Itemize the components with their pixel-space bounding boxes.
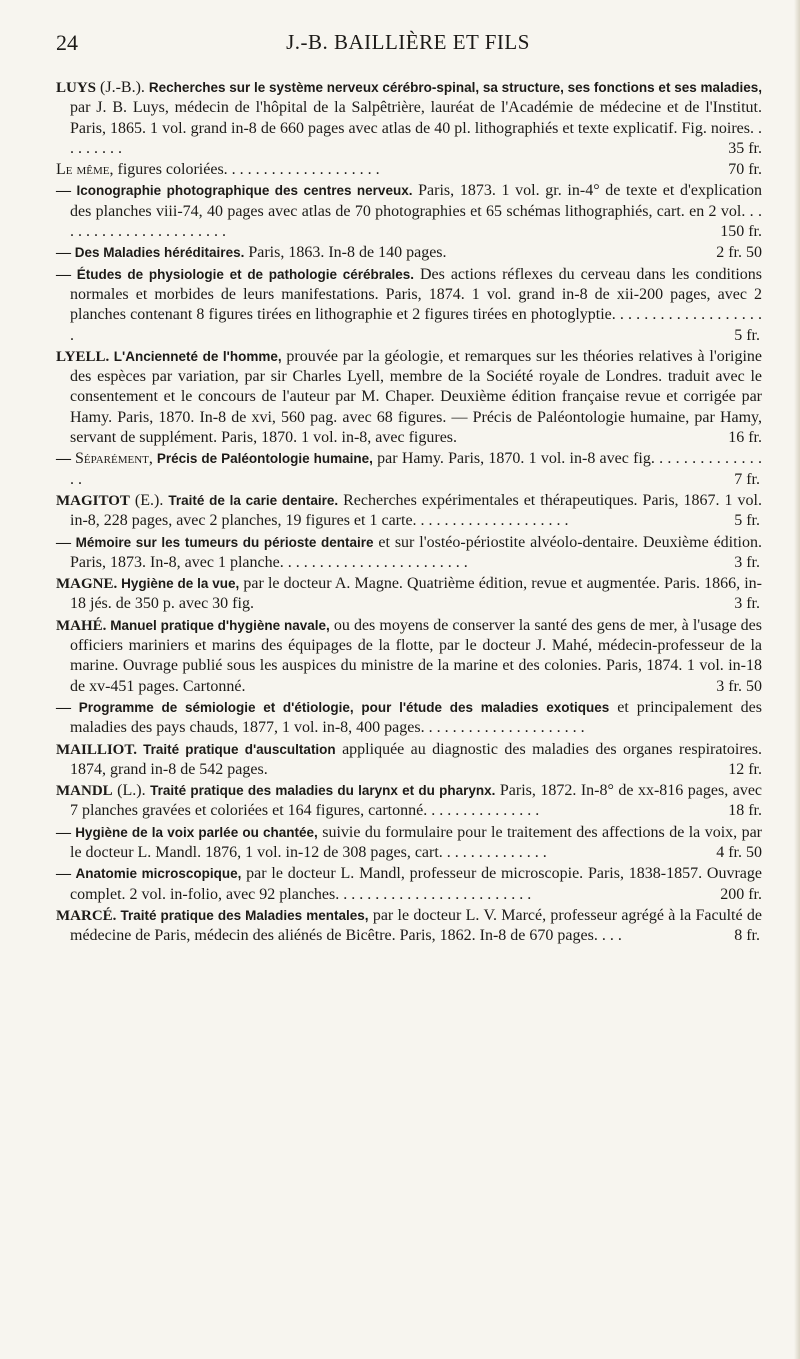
- entry-title: Des Maladies héréditaires.: [74, 245, 245, 261]
- entry-author: —: [56, 183, 77, 200]
- catalogue-entry: [56, 347, 762, 448]
- entry-price: 18 fr.: [728, 802, 762, 820]
- entry-author-detail: (J.-B.).: [96, 79, 149, 96]
- entry-author: —: [56, 451, 75, 468]
- entry-title: Mémoire sur les tumeurs du périoste dentaire: [75, 534, 374, 550]
- page-header: [56, 30, 760, 60]
- entry-title: Hygiène de la voix parlée ou chantée,: [75, 824, 318, 840]
- catalogue-entry: [56, 243, 762, 263]
- entry-title: Programme de sémiologie et d'étiologie, pour l'étude des maladies exotiques: [78, 699, 610, 715]
- entry-author: MANDL: [56, 783, 113, 800]
- entry-price: 7 fr.: [734, 470, 760, 488]
- entry-price: 3 fr.: [734, 553, 760, 571]
- entry-description: Paris, 1863. In-8 de 140 pages.: [244, 244, 447, 262]
- catalogue-entry: [56, 864, 762, 905]
- entry-author: —: [56, 699, 79, 716]
- entry-description: par le docteur L. Mandl, professeur de microscopie. Paris, 1838-1857. Ouvrage complet. 2 vol. in-folio, avec 92 planches. . . . . . . . . . . . . . . . . . . . . . . . .: [70, 865, 762, 903]
- catalogue-entry: [56, 823, 762, 864]
- entry-title: Traité de la carie dentaire.: [168, 492, 339, 508]
- entry-author-detail: Le même,: [56, 161, 114, 179]
- entry-price: 70 fr.: [728, 161, 762, 179]
- entry-author: —: [56, 824, 76, 841]
- entry-title: Iconographie photographique des centres nerveux.: [76, 183, 413, 199]
- entry-author-detail: (L.).: [112, 782, 151, 800]
- entry-description: appliquée au diagnostic des maladies des organes respiratoires. 1874, grand in-8 de 542 pages.: [70, 740, 763, 778]
- entry-title: Hygiène de la vue,: [121, 576, 240, 592]
- entry-description: par Hamy. Paris, 1870. 1 vol. in-8 avec fig. . . . . . . . . . . . . . . .: [70, 450, 763, 488]
- entry-author: —: [56, 266, 77, 283]
- entry-title: Manuel pratique d'hygiène navale,: [110, 617, 330, 633]
- entry-title: Anatomie microscopique,: [75, 866, 242, 882]
- entry-author: —: [56, 534, 76, 551]
- entry-author: MARCÉ.: [56, 907, 121, 924]
- entry-description: Paris, 1872. In-8° de xx-816 pages, avec 7 planches gravées et coloriées et 164 figures, cartonné. . . . . . . . . . . . . . .: [70, 782, 763, 820]
- entry-author: LUYS: [56, 80, 97, 96]
- entry-description: par le docteur A. Magne. Quatrième édition, revue et augmentée. Paris. 1866, in-18 jés. de 350 p. avec 30 fig.: [70, 575, 762, 613]
- entry-description: figures coloriées. . . . . . . . . . . . . . . . . . . .: [113, 161, 380, 179]
- catalogue-entry: [56, 740, 762, 781]
- page-edge-shadow: [794, 0, 800, 1359]
- entry-author: MAGNE.: [56, 576, 122, 593]
- entry-author: MAHÉ.: [56, 617, 111, 634]
- entry-description: et sur l'ostéo-périostite alvéolo-dentaire. Deuxième édition. Paris, 1873. In-8, avec 1 planche. . . . . . . . . . . . . . . . . . . . . . . .: [70, 533, 763, 571]
- entry-price: 5 fr.: [734, 326, 760, 344]
- entry-description: ou des moyens de conserver la santé des gens de mer, à l'usage des officiers mariniers et marins des équipages de la flotte, par le docteur J. Mahé, médecin-professeur de la marine. Ouvrage publié sous les auspices du ministre de la marine et des colonies. Paris, 1874. 1 vol. in-18 de xv-451 pages. Cartonné.: [70, 616, 762, 695]
- entry-price: 4 fr. 50: [716, 843, 762, 861]
- running-head: J.-B. BAILLIÈRE ET FILS: [286, 30, 530, 54]
- entry-author: —: [56, 866, 76, 883]
- entry-price: 8 fr.: [734, 927, 760, 945]
- catalogue-entry: [56, 265, 762, 346]
- page-number: 24: [56, 30, 78, 55]
- entry-price: 3 fr. 50: [716, 677, 762, 695]
- catalogue-entry: [56, 781, 762, 822]
- catalogue-entry: [56, 906, 762, 947]
- entry-title: L'Ancienneté de l'homme,: [113, 348, 282, 364]
- catalogue-entry: [56, 698, 762, 739]
- catalogue-entry: [56, 533, 762, 574]
- catalogue-entry: [56, 160, 762, 180]
- entry-price: 12 fr.: [728, 760, 762, 778]
- entry-author-detail: Séparément,: [75, 450, 153, 468]
- entry-author: —: [56, 245, 75, 262]
- catalogue-entry: [56, 78, 762, 159]
- catalogue-entry: [56, 491, 762, 532]
- entry-price: 150 fr.: [720, 223, 762, 241]
- entry-description: suivie du formulaire pour le traitement des affections de la voix, par le docteur L. Mandl. 1876, 1 vol. in-12 de 308 pages, cart. . . . . . . . . . . . . .: [70, 823, 763, 861]
- entry-author: MAGITOT: [56, 492, 130, 509]
- entry-price: 3 fr.: [734, 595, 760, 613]
- entry-price: 35 fr.: [728, 139, 762, 157]
- entry-title: Études de physiologie et de pathologie cérébrales.: [76, 266, 415, 282]
- entry-price: 5 fr.: [734, 512, 760, 530]
- entry-title: Traité pratique des maladies du larynx et du pharynx.: [150, 783, 496, 799]
- entry-author: LYELL.: [56, 348, 114, 365]
- entry-description: Recherches expérimentales et thérapeutiques. Paris, 1867. 1 vol. in-8, 228 pages, avec 2 planches, 19 figures et 1 carte. . . . . . . . . . . . . . . . . . . .: [70, 491, 762, 530]
- entry-description: Des actions réflexes du cerveau dans les conditions normales et morbides de leurs manifestations. Paris, 1874. 1 vol. grand in-8 de xii-200 pages, avec 2 planches contenant 8 figures tirées en lithographie et 2 figures tirées en photoglyptie. . . . . . . . . . . . . . . . . . . .: [70, 265, 763, 344]
- catalogue-entries: [56, 78, 762, 947]
- catalogue-entry: [56, 574, 762, 615]
- entry-price: 2 fr. 50: [716, 244, 762, 262]
- entry-description: et principalement des maladies des pays chauds, 1877, 1 vol. in-8, 400 pages. . . . . . . . . . . . . . . . . . . . .: [70, 698, 763, 737]
- entry-author-detail: (E.).: [129, 491, 169, 509]
- entry-description: Paris, 1873. 1 vol. gr. in-4° de texte et d'explication des planches viii-74, 40 pages avec atlas de 70 photographies et 65 schémas lithographiés, cart. en 2 vol. . . . . . . . . . . . . . . . . . . . . . .: [70, 182, 763, 241]
- entry-title: Recherches sur le système nerveux cérébro-spinal, sa structure, ses fonctions et ses maladies,: [148, 80, 763, 95]
- catalogue-entry: [56, 449, 762, 490]
- entry-description: par J. B. Luys, médecin de l'hôpital de la Salpêtrière, lauréat de l'Académie de médecine et de l'Institut. Paris, 1865. 1 vol. grand in-8 de 660 pages avec atlas de 40 pl. lithographiés et texte explicatif. Fig. noires. . . . . . . . .: [70, 99, 762, 157]
- entry-title: Traité pratique des Maladies mentales,: [120, 907, 369, 923]
- entry-price: 200 fr.: [720, 885, 762, 903]
- catalogue-entry: [56, 616, 762, 697]
- entry-author: MAILLIOT.: [56, 741, 144, 758]
- entry-description: par le docteur L. V. Marcé, professeur agrégé à la Faculté de médecine de Paris, médecin des aliénés de Bicêtre. Paris, 1862. In-8 de 670 pages. . . .: [70, 906, 763, 945]
- entry-title: Précis de Paléontologie humaine,: [152, 451, 373, 467]
- catalogue-entry: [56, 181, 762, 242]
- entry-title: Traité pratique d'auscultation: [143, 741, 336, 757]
- entry-description: prouvée par la géologie, et remarques sur les théories relatives à l'origine des espèces par variation, par sir Charles Lyell, membre de la Société royale de Londres. traduit avec le consentement et le concours de l'auteur par M. Chaper. Deuxième édition française revue et corrigée par Hamy. Paris, 1870. In-8 de xvi, 560 pag. avec 68 figures. — Précis de Paléontologie humaine, par Hamy, servant de supplément. Paris, 1870. 1 vol. in-8, avec figures.: [70, 347, 763, 447]
- entry-price: 16 fr.: [728, 429, 762, 447]
